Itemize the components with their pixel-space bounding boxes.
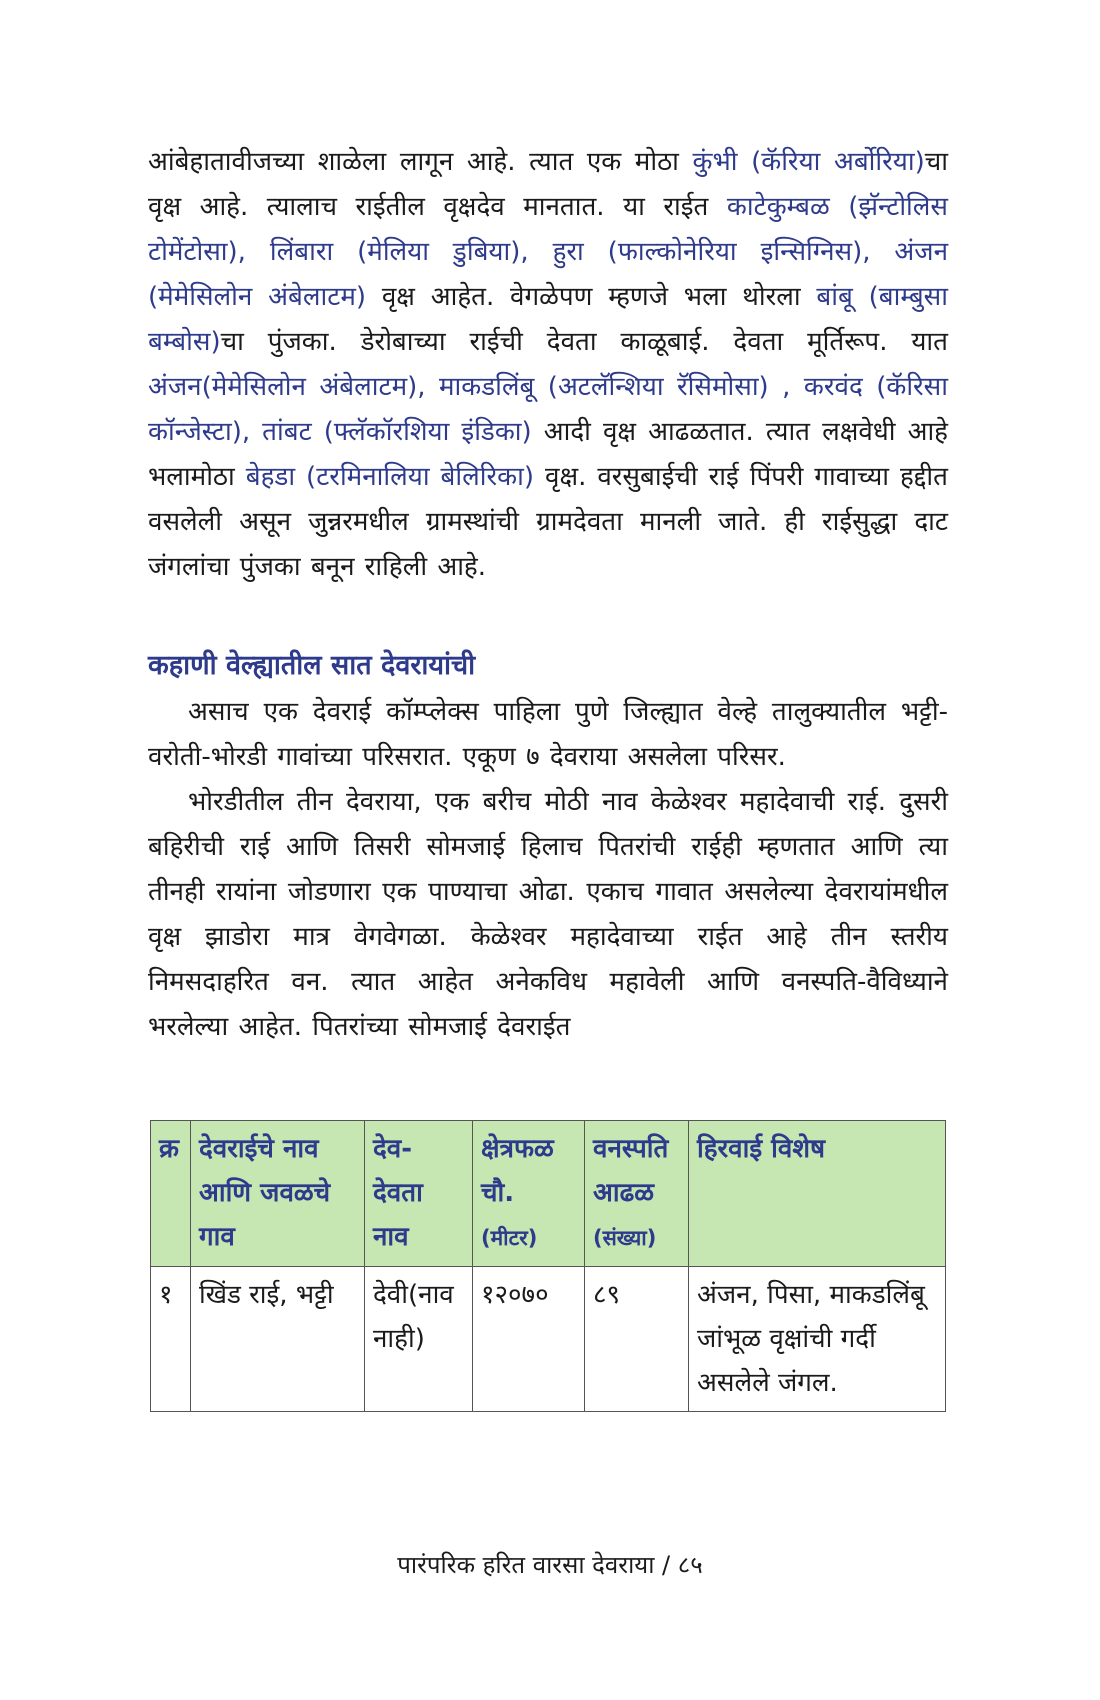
species-term-list-1: काटेकुम्बळ (झॅन्टोलिस टोमेंटोसा), लिंबारा (मेलिया डुबिया), हुरा (फाल्कोनेरिया इन्सिग्निस), अंजन (मेमेसिलोन अंबेलाटम) bbox=[148, 192, 948, 312]
header-species bbox=[585, 1121, 689, 1267]
intro-text-2: चा वृक्ष आहे. त्यालाच राईतील वृक्षदेव मानतात. या राईत bbox=[148, 147, 948, 222]
species-term-kumbhi: कुंभी (कॅरिया अर्बोरिया) bbox=[692, 147, 925, 177]
table-row bbox=[151, 1267, 946, 1412]
devrai-table bbox=[150, 1120, 946, 1412]
intro-text-1: आंबेहातावीजच्या शाळेला लागून आहे. त्यात एक मोठा bbox=[148, 147, 693, 177]
table-header-row bbox=[151, 1121, 946, 1267]
header-name: देवराईचे नाव आणि जवळचे गाव bbox=[191, 1121, 365, 1267]
header-deity: देव- देवता नाव bbox=[365, 1121, 473, 1267]
header-no: क्र bbox=[151, 1121, 191, 1267]
cell-name: खिंड राई, भट्टी bbox=[191, 1267, 365, 1412]
section-paragraph-1: असाच एक देवराई कॉम्प्लेक्स पाहिला पुणे जिल्ह्यात वेल्हे तालुक्यातील भट्टी-वरोती-भोरडी गावांच्या परिसरात. एकूण ७ देवराया असलेला परिसर. bbox=[148, 697, 948, 772]
cell-no: १ bbox=[151, 1267, 191, 1412]
section-heading: कहाणी वेल्ह्यातील सात देवरायांची bbox=[148, 650, 476, 681]
intro-paragraph bbox=[148, 140, 948, 590]
header-area-unit: (मीटर) bbox=[481, 1226, 538, 1250]
species-term-list-2: अंजन(मेमेसिलोन अंबेलाटम), माकडलिंबू (अटलॅन्शिया रॅसिमोसा) , करवंद (कॅरिसा कॉन्जेस्टा), तांबट (फ्लॅकॉरशिया इंडिका) bbox=[148, 372, 948, 447]
species-term-bamboo: बांबू (बाम्बुसा बम्बोस) bbox=[148, 282, 948, 357]
header-species-label: वनस्पति आढळ bbox=[593, 1134, 669, 1208]
intro-text-4: चा पुंजका. डेरोबाच्या राईची देवता काळूबाई. देवता मूर्तिरूप. यात bbox=[220, 327, 948, 357]
intro-text-6: वृक्ष. वरसुबाईची राई पिंपरी गावाच्या हद्दीत वसलेली असून जुन्नरमधील ग्रामस्थांची ग्रामदेवता मानली जाते. ही राईसुद्धा दाट जंगलांचा पुंजका बनून राहिली आहे. bbox=[148, 462, 948, 582]
intro-text-3: वृक्ष आहेत. वेगळेपण म्हणजे भला थोरला bbox=[366, 282, 817, 312]
species-term-behda: बेहडा (टरमिनालिया बेलिरिका) bbox=[245, 462, 534, 492]
cell-deity: देवी(नाव नाही) bbox=[365, 1267, 473, 1412]
header-species-unit: (संख्या) bbox=[593, 1226, 657, 1250]
cell-area: १२०७० bbox=[473, 1267, 585, 1412]
page-footer: पारंपरिक हरित वारसा देवराया / ८५ bbox=[397, 1551, 703, 1579]
page-body bbox=[148, 140, 948, 1050]
cell-species: ८९ bbox=[585, 1267, 689, 1412]
intro-text-5: आदी वृक्ष आढळतात. त्यात लक्षवेधी आहे भलामोठा bbox=[148, 417, 948, 492]
header-area-label: क्षेत्रफळ चौ. bbox=[481, 1134, 554, 1208]
header-special: हिरवाई विशेष bbox=[689, 1121, 946, 1267]
header-area bbox=[473, 1121, 585, 1267]
section-paragraph-2: भोरडीतील तीन देवराया, एक बरीच मोठी नाव केळेश्वर महादेवाची राई. दुसरी बहिरीची राई आणि तिसरी सोमजाई हिलाच पितरांची राईही म्हणतात आणि त्या तीनही रायांना जोडणारा एक पाण्याचा ओढा. एकाच गावात असलेल्या देवरायांमधील वृक्ष झाडोरा मात्र वेगवेगळा. केळेश्वर महादेवाच्या राईत आहे तीन स्तरीय निमसदाहरित वन. त्यात आहेत अनेकविध महावेली आणि वनस्पति-वैविध्याने भरलेल्या आहेत. पितरांच्या सोमजाई देवराईत bbox=[148, 787, 948, 1042]
cell-special: अंजन, पिसा, माकडलिंबू जांभूळ वृक्षांची गर्दी असलेले जंगल. bbox=[689, 1267, 946, 1412]
